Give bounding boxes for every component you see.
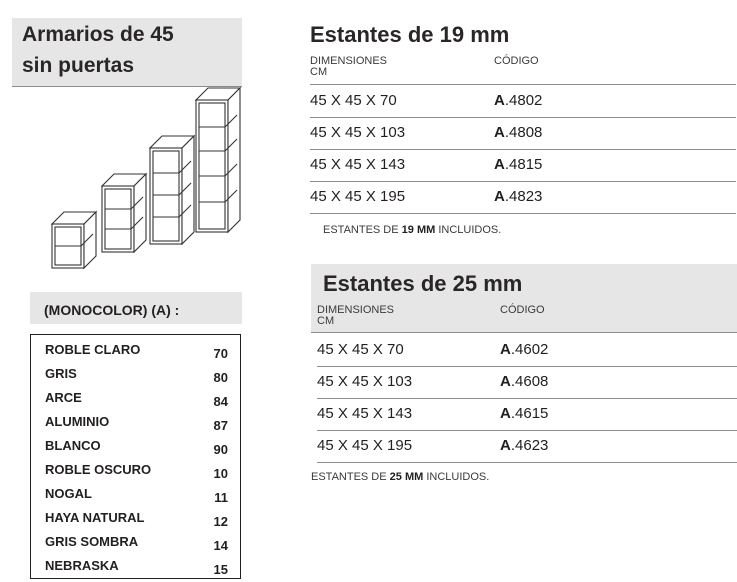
table-row bbox=[317, 398, 737, 431]
cabinet-70-drawing bbox=[52, 212, 96, 268]
note-suffix: INCLUIDOS. bbox=[423, 471, 490, 483]
code-value bbox=[494, 156, 542, 173]
color-name: BLANCO bbox=[45, 438, 101, 453]
code-value bbox=[500, 341, 548, 358]
table-row bbox=[317, 366, 737, 399]
section-25-title: Estantes de 25 mm bbox=[323, 271, 523, 296]
dimension-value: 45 X 45 X 70 bbox=[317, 341, 404, 358]
note-bold: 19 MM bbox=[401, 224, 436, 236]
table-row bbox=[310, 117, 736, 150]
cabinets-illustration bbox=[40, 86, 245, 276]
color-row bbox=[45, 338, 228, 362]
code-number: .4808 bbox=[504, 124, 543, 141]
code-number: .4623 bbox=[510, 437, 549, 454]
code-prefix: A bbox=[500, 405, 511, 422]
color-name: NOGAL bbox=[45, 486, 92, 501]
code-value bbox=[494, 92, 542, 109]
section-25-header bbox=[311, 264, 737, 332]
section-19-title: Estantes de 19 mm bbox=[310, 22, 510, 47]
color-row bbox=[45, 530, 228, 554]
colors-header: (MONOCOLOR) (A) : bbox=[44, 302, 180, 318]
table-row bbox=[317, 430, 737, 463]
code-prefix: A bbox=[494, 156, 505, 173]
page-title-line1: Armarios de 45 bbox=[22, 23, 174, 46]
section-19-dim-unit: CM bbox=[310, 66, 328, 78]
code-number: .4608 bbox=[510, 373, 549, 390]
code-prefix: A bbox=[500, 341, 511, 358]
table-row bbox=[310, 181, 736, 214]
note-prefix: ESTANTES DE bbox=[311, 471, 390, 483]
code-prefix: A bbox=[494, 188, 505, 205]
code-number: .4815 bbox=[504, 156, 543, 173]
code-number: .4802 bbox=[504, 92, 543, 109]
code-value bbox=[494, 124, 542, 141]
dimension-value: 45 X 45 X 70 bbox=[310, 92, 397, 109]
color-code: 11 bbox=[214, 490, 228, 505]
code-prefix: A bbox=[494, 124, 505, 141]
section-25-note bbox=[311, 471, 489, 483]
color-code: 12 bbox=[213, 514, 228, 529]
color-code: 10 bbox=[213, 466, 228, 481]
note-prefix: ESTANTES DE bbox=[323, 224, 402, 236]
color-code: 14 bbox=[213, 538, 228, 553]
note-suffix: INCLUIDOS. bbox=[435, 224, 502, 236]
section-19-dim-label: DIMENSIONES bbox=[310, 55, 388, 67]
code-number: .4823 bbox=[504, 188, 543, 205]
dimension-value: 45 X 45 X 143 bbox=[317, 405, 413, 422]
code-value bbox=[500, 437, 548, 454]
color-row bbox=[45, 362, 228, 386]
cabinet-143-drawing bbox=[150, 136, 194, 244]
color-row bbox=[45, 434, 228, 458]
section-25-dim-unit: CM bbox=[317, 315, 335, 327]
color-name: ALUMINIO bbox=[45, 414, 110, 429]
dimension-value: 45 X 45 X 143 bbox=[310, 156, 406, 173]
section-19-header bbox=[310, 18, 736, 84]
color-code: 80 bbox=[213, 370, 228, 385]
cabinet-103-drawing bbox=[102, 174, 146, 252]
color-row bbox=[45, 410, 228, 434]
code-prefix: A bbox=[500, 437, 511, 454]
code-number: .4602 bbox=[510, 341, 549, 358]
section-25-header-rule bbox=[311, 332, 737, 333]
colors-table bbox=[30, 334, 241, 579]
dimension-value: 45 X 45 X 195 bbox=[317, 437, 413, 454]
section-19-code-label: CÓDIGO bbox=[494, 55, 539, 67]
code-number: .4615 bbox=[510, 405, 549, 422]
note-bold: 25 MM bbox=[389, 471, 424, 483]
table-row bbox=[310, 149, 736, 182]
color-code: 84 bbox=[213, 394, 228, 409]
color-row bbox=[45, 386, 228, 410]
section-25-dim-label: DIMENSIONES bbox=[317, 304, 395, 316]
color-name: GRIS bbox=[45, 366, 77, 381]
code-value bbox=[500, 405, 548, 422]
color-row bbox=[45, 554, 228, 578]
table-row bbox=[317, 334, 737, 367]
color-code: 90 bbox=[213, 442, 228, 457]
cabinet-195-drawing bbox=[196, 88, 240, 232]
section-25-code-label: CÓDIGO bbox=[500, 304, 545, 316]
page-title-line2: sin puertas bbox=[22, 54, 135, 77]
section-19-note bbox=[323, 224, 501, 236]
color-code: 70 bbox=[213, 346, 228, 361]
code-value bbox=[500, 373, 548, 390]
color-code: 15 bbox=[213, 562, 228, 577]
color-row bbox=[45, 458, 228, 482]
color-name: GRIS SOMBRA bbox=[45, 534, 139, 549]
color-code: 87 bbox=[213, 418, 228, 433]
code-value bbox=[494, 188, 542, 205]
color-row bbox=[45, 482, 228, 506]
dimension-value: 45 X 45 X 195 bbox=[310, 188, 406, 205]
color-row bbox=[45, 506, 228, 530]
code-prefix: A bbox=[500, 373, 511, 390]
color-name: NEBRASKA bbox=[45, 558, 119, 573]
color-name: HAYA NATURAL bbox=[45, 510, 145, 525]
color-name: ROBLE CLARO bbox=[45, 342, 141, 357]
code-prefix: A bbox=[494, 92, 505, 109]
color-name: ARCE bbox=[45, 390, 82, 405]
dimension-value: 45 X 45 X 103 bbox=[310, 124, 406, 141]
dimension-value: 45 X 45 X 103 bbox=[317, 373, 413, 390]
color-name: ROBLE OSCURO bbox=[45, 462, 152, 477]
table-row bbox=[310, 85, 736, 118]
